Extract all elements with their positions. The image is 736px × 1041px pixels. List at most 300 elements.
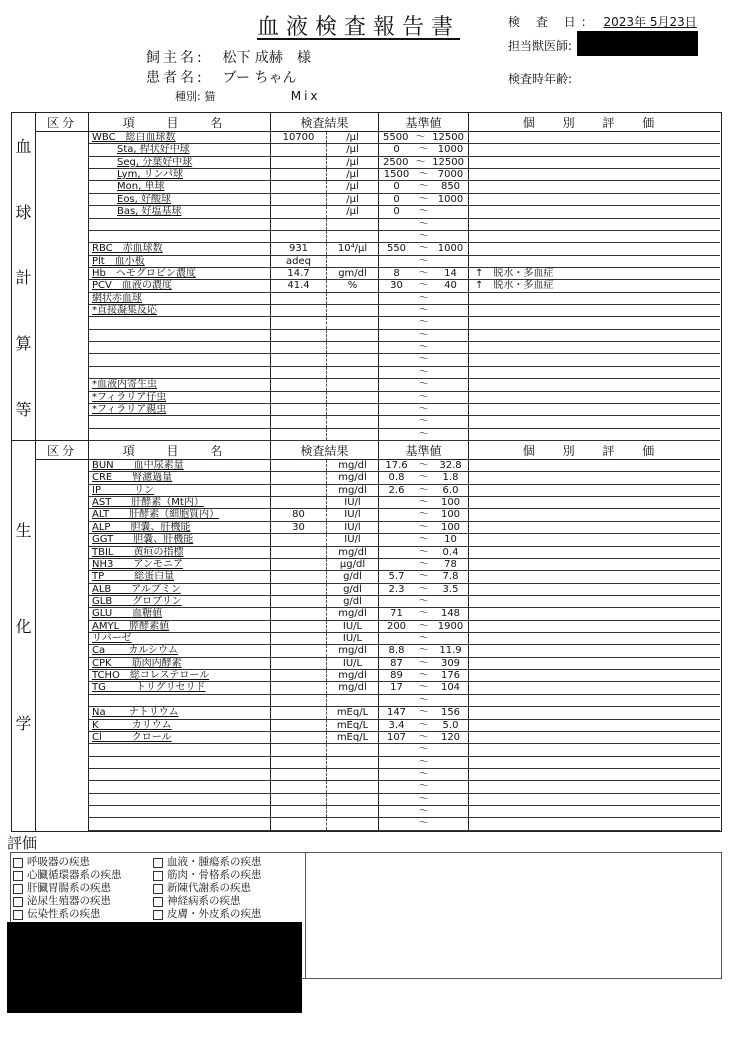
result-value[interactable] xyxy=(271,293,327,304)
results-table xyxy=(11,112,722,832)
result-unit: IU/L xyxy=(327,658,379,669)
result-unit: mg/dl xyxy=(327,460,379,471)
ref-high: 1000 xyxy=(437,144,464,156)
individual-evaluation[interactable] xyxy=(469,781,720,792)
ref-low: 550 xyxy=(386,243,407,255)
result-value[interactable] xyxy=(271,645,327,656)
ref-high xyxy=(437,305,464,316)
item-name: *直接凝集反応 xyxy=(89,305,271,316)
result-unit: /μl xyxy=(327,194,379,205)
ref-high xyxy=(437,256,464,267)
tilde: ～ xyxy=(418,806,429,818)
ref-high xyxy=(437,317,464,328)
individual-evaluation[interactable] xyxy=(469,658,720,669)
individual-evaluation[interactable] xyxy=(469,522,720,533)
individual-evaluation[interactable] xyxy=(469,416,720,427)
result-unit xyxy=(327,769,379,780)
section-label-char: 球 xyxy=(15,202,32,222)
blood-rows xyxy=(89,132,720,441)
ref-high: 32.8 xyxy=(439,460,462,471)
result-value[interactable]: 14.7 xyxy=(271,268,327,279)
result-unit xyxy=(327,794,379,805)
ref-low xyxy=(383,317,410,328)
checklist-item[interactable] xyxy=(153,895,262,908)
individual-evaluation[interactable] xyxy=(469,794,720,805)
checkbox-icon[interactable] xyxy=(153,897,163,907)
checklist-label: 筋肉・骨格系の疾患 xyxy=(167,869,262,881)
individual-evaluation[interactable] xyxy=(469,806,720,817)
individual-evaluation[interactable] xyxy=(469,256,720,267)
ref-high: 1000 xyxy=(437,243,464,255)
header-reference: 基準値 xyxy=(379,113,469,132)
tilde: ～ xyxy=(418,230,429,242)
table-row xyxy=(89,144,720,156)
individual-evaluation[interactable] xyxy=(469,392,720,403)
individual-evaluation[interactable] xyxy=(469,219,720,230)
tilde: ～ xyxy=(418,558,429,570)
result-value[interactable] xyxy=(271,305,327,316)
reference-range xyxy=(379,293,469,304)
checklist-item[interactable] xyxy=(13,869,122,882)
ref-high: 176 xyxy=(440,670,461,682)
vet-label: 担当獣医師: xyxy=(508,39,573,53)
table-row xyxy=(89,157,720,169)
result-value[interactable] xyxy=(271,707,327,718)
individual-evaluation[interactable] xyxy=(469,547,720,558)
result-value[interactable] xyxy=(271,769,327,780)
reference-range xyxy=(379,509,469,520)
individual-evaluation[interactable] xyxy=(469,707,720,718)
checklist-label: 泌尿生殖器の疾患 xyxy=(27,895,111,907)
individual-evaluation[interactable] xyxy=(469,633,720,644)
reference-range xyxy=(379,460,469,471)
individual-evaluation[interactable] xyxy=(469,571,720,582)
ref-low xyxy=(383,231,410,242)
ref-high xyxy=(437,379,464,390)
chemistry-section xyxy=(12,441,720,831)
result-value[interactable] xyxy=(271,497,327,508)
result-unit: IU/L xyxy=(327,621,379,632)
header-result: 検査結果 xyxy=(271,441,379,460)
individual-evaluation[interactable] xyxy=(469,460,720,471)
individual-evaluation[interactable] xyxy=(469,534,720,545)
result-value[interactable]: 10700 xyxy=(271,132,327,143)
individual-evaluation[interactable] xyxy=(469,293,720,304)
result-value[interactable] xyxy=(271,794,327,805)
result-value[interactable] xyxy=(271,392,327,403)
reference-range xyxy=(379,472,469,483)
individual-evaluation[interactable] xyxy=(469,317,720,328)
reference-range xyxy=(379,392,469,403)
result-unit: mg/dl xyxy=(327,485,379,496)
species-row xyxy=(175,88,321,104)
individual-evaluation[interactable] xyxy=(469,169,720,180)
individual-evaluation[interactable] xyxy=(469,645,720,656)
tilde: ～ xyxy=(418,280,429,292)
individual-evaluation[interactable] xyxy=(469,354,720,365)
tilde: ～ xyxy=(418,255,429,267)
result-value[interactable] xyxy=(271,633,327,644)
checklist-item[interactable] xyxy=(13,908,122,921)
reference-range xyxy=(379,794,469,805)
ref-low xyxy=(383,497,410,508)
result-value[interactable] xyxy=(271,354,327,365)
individual-evaluation[interactable] xyxy=(469,206,720,217)
checkbox-icon[interactable] xyxy=(13,858,23,868)
owner-row xyxy=(146,47,311,67)
blood-count-section xyxy=(12,113,720,441)
item-name: Eos, 好酸球 xyxy=(89,194,271,205)
checklist-label: 皮膚・外皮系の疾患 xyxy=(167,908,262,920)
individual-evaluation[interactable] xyxy=(469,429,720,440)
section-label-char: 算 xyxy=(15,334,32,354)
result-value[interactable] xyxy=(271,806,327,817)
result-value[interactable] xyxy=(271,744,327,755)
result-value[interactable] xyxy=(271,732,327,743)
ref-low xyxy=(383,330,410,341)
reference-range xyxy=(379,670,469,681)
reference-range xyxy=(379,596,469,607)
result-value[interactable] xyxy=(271,367,327,378)
item-name: Hb ヘモグロビン濃度 xyxy=(89,268,271,279)
blood-section-label xyxy=(12,113,36,441)
result-value[interactable] xyxy=(271,534,327,545)
result-unit: IU/l xyxy=(327,509,379,520)
tilde: ～ xyxy=(418,694,429,706)
ref-low: 0 xyxy=(393,144,400,156)
section-label-char: 化 xyxy=(15,617,32,637)
individual-evaluation[interactable] xyxy=(469,342,720,353)
result-value[interactable] xyxy=(271,818,327,829)
individual-evaluation[interactable] xyxy=(469,485,720,496)
ref-high: 14 xyxy=(444,267,457,279)
result-value[interactable] xyxy=(271,144,327,155)
result-unit: IU/l xyxy=(327,522,379,533)
tilde: ～ xyxy=(418,670,429,682)
reference-range xyxy=(379,818,469,829)
table-row xyxy=(89,633,720,645)
table-row xyxy=(89,379,720,391)
tilde: ～ xyxy=(418,719,429,731)
table-row xyxy=(89,720,720,732)
ref-high: 10 xyxy=(444,534,457,546)
individual-evaluation[interactable] xyxy=(469,144,720,155)
item-name xyxy=(89,818,271,829)
result-value[interactable] xyxy=(271,169,327,180)
ref-low: 5500 xyxy=(383,132,409,143)
result-unit: gm/dl xyxy=(327,268,379,279)
checkbox-icon[interactable] xyxy=(153,910,163,920)
ref-high: 100 xyxy=(440,497,461,509)
individual-evaluation[interactable] xyxy=(469,818,720,829)
individual-evaluation[interactable] xyxy=(469,769,720,780)
individual-evaluation[interactable] xyxy=(469,559,720,570)
evaluation-comment-area[interactable] xyxy=(307,853,721,978)
ref-low: 8 xyxy=(393,267,400,279)
tilde: ～ xyxy=(418,768,429,780)
ref-high xyxy=(437,744,464,755)
individual-evaluation[interactable] xyxy=(469,379,720,390)
result-value[interactable] xyxy=(271,157,327,168)
individual-evaluation[interactable] xyxy=(469,194,720,205)
table-row xyxy=(89,818,720,830)
table-row xyxy=(89,509,720,521)
ref-low xyxy=(383,806,410,817)
individual-evaluation[interactable] xyxy=(469,367,720,378)
ref-high: 1900 xyxy=(437,620,464,632)
ref-high xyxy=(437,633,464,644)
table-row xyxy=(89,559,720,571)
ref-low: 147 xyxy=(386,707,407,719)
checklist-item[interactable] xyxy=(153,856,262,869)
result-unit: IU/l xyxy=(327,497,379,508)
table-row xyxy=(89,305,720,317)
tilde: ～ xyxy=(418,218,429,230)
result-value[interactable] xyxy=(271,429,327,440)
individual-evaluation[interactable] xyxy=(469,670,720,681)
table-row xyxy=(89,392,720,404)
result-value[interactable] xyxy=(271,757,327,768)
tilde: ～ xyxy=(418,181,429,193)
checklist-label: 伝染性系の疾患 xyxy=(27,908,101,920)
item-name: TCHO 総コレステロール xyxy=(89,670,271,681)
checkbox-icon[interactable] xyxy=(153,871,163,881)
item-name xyxy=(89,781,271,792)
ref-low: 200 xyxy=(386,620,407,632)
ref-high xyxy=(437,695,464,706)
item-name xyxy=(89,757,271,768)
table-row xyxy=(89,522,720,534)
individual-evaluation[interactable] xyxy=(469,757,720,768)
result-value[interactable]: adeq xyxy=(271,256,327,267)
tilde: ～ xyxy=(418,682,429,694)
ref-low: 0.8 xyxy=(388,472,405,484)
owner-label: 飼主名: xyxy=(146,50,205,66)
tilde: ～ xyxy=(418,620,429,632)
individual-evaluation[interactable] xyxy=(469,509,720,520)
result-value[interactable]: 931 xyxy=(271,243,327,254)
ref-low xyxy=(383,305,410,316)
reference-range xyxy=(379,206,469,217)
individual-evaluation[interactable] xyxy=(469,330,720,341)
table-row xyxy=(89,658,720,670)
vet-row xyxy=(508,37,572,54)
result-unit xyxy=(327,744,379,755)
reference-range xyxy=(379,231,469,242)
tilde: ～ xyxy=(418,305,429,317)
result-value[interactable] xyxy=(271,608,327,619)
result-value[interactable] xyxy=(271,559,327,570)
result-value[interactable] xyxy=(271,485,327,496)
item-name: IP リン xyxy=(89,485,271,496)
species-value: 猫 xyxy=(204,90,216,103)
ref-low xyxy=(383,404,410,415)
ref-high: 1.8 xyxy=(442,472,459,484)
ref-low: 30 xyxy=(390,280,403,292)
result-value[interactable] xyxy=(271,547,327,558)
ref-low: 89 xyxy=(390,670,403,682)
tilde: ～ xyxy=(418,509,429,521)
tilde: ～ xyxy=(418,707,429,719)
checkbox-icon[interactable] xyxy=(13,884,23,894)
result-value[interactable] xyxy=(271,781,327,792)
table-row xyxy=(89,497,720,509)
reference-range xyxy=(379,404,469,415)
result-unit xyxy=(327,330,379,341)
item-name: GLB グロブリン xyxy=(89,596,271,607)
checkbox-icon[interactable] xyxy=(153,884,163,894)
checkbox-icon[interactable] xyxy=(13,910,23,920)
individual-evaluation[interactable] xyxy=(469,305,720,316)
reference-range xyxy=(379,559,469,570)
result-value[interactable] xyxy=(271,317,327,328)
individual-evaluation[interactable] xyxy=(469,744,720,755)
checkbox-icon[interactable] xyxy=(13,897,23,907)
result-value[interactable] xyxy=(271,342,327,353)
individual-evaluation[interactable] xyxy=(469,720,720,731)
result-unit xyxy=(327,231,379,242)
item-name: NH3 アンモニア xyxy=(89,559,271,570)
item-name xyxy=(89,806,271,817)
ref-low xyxy=(383,367,410,378)
result-value[interactable] xyxy=(271,670,327,681)
item-name xyxy=(89,695,271,706)
checkbox-icon[interactable] xyxy=(153,858,163,868)
individual-evaluation[interactable] xyxy=(469,608,720,619)
table-row xyxy=(89,534,720,546)
ref-high xyxy=(437,781,464,792)
reference-range xyxy=(379,354,469,365)
item-name: *フィラリア親虫 xyxy=(89,404,271,415)
item-name: ALT 肝酵素（細胞質内） xyxy=(89,509,271,520)
ref-low: 107 xyxy=(386,731,407,743)
result-unit: /μl xyxy=(327,132,379,143)
reference-range xyxy=(379,181,469,192)
individual-evaluation[interactable] xyxy=(469,157,720,168)
ref-low: 87 xyxy=(390,657,403,669)
result-value[interactable] xyxy=(271,621,327,632)
individual-evaluation[interactable] xyxy=(469,695,720,706)
result-value[interactable] xyxy=(271,330,327,341)
ref-low xyxy=(383,818,410,829)
checklist-item[interactable] xyxy=(153,882,262,895)
tilde: ～ xyxy=(418,416,429,428)
ref-high: 12500 xyxy=(432,156,464,168)
item-name: Cl クロール xyxy=(89,732,271,743)
individual-evaluation[interactable] xyxy=(469,682,720,693)
checklist-item[interactable] xyxy=(13,882,122,895)
table-row xyxy=(89,707,720,719)
result-value[interactable]: 80 xyxy=(271,509,327,520)
individual-evaluation[interactable] xyxy=(469,243,720,254)
result-value[interactable] xyxy=(271,460,327,471)
reference-range xyxy=(379,584,469,595)
individual-evaluation[interactable] xyxy=(469,404,720,415)
result-unit xyxy=(327,416,379,427)
item-name: Bas, 好塩基球 xyxy=(89,206,271,217)
age-label: 検査時年齢: xyxy=(508,72,573,86)
ref-high xyxy=(437,416,464,427)
item-name: *血液内寄生虫 xyxy=(89,379,271,390)
individual-evaluation[interactable] xyxy=(469,472,720,483)
checklist-item[interactable] xyxy=(153,908,262,921)
result-value[interactable] xyxy=(271,181,327,192)
tilde: ～ xyxy=(418,546,429,558)
ref-low xyxy=(383,794,410,805)
individual-evaluation[interactable] xyxy=(469,181,720,192)
checklist-label: 心臓循環器系の疾患 xyxy=(27,869,122,881)
result-value[interactable] xyxy=(271,231,327,242)
checklist-item[interactable] xyxy=(13,895,122,908)
result-value[interactable] xyxy=(271,379,327,390)
individual-evaluation[interactable] xyxy=(469,497,720,508)
result-value[interactable] xyxy=(271,720,327,731)
checklist-item[interactable] xyxy=(153,869,262,882)
exam-date-row xyxy=(508,13,697,30)
patient-value: ブー ちゃん xyxy=(222,70,297,86)
checklist-left xyxy=(13,856,122,921)
header-item: 項 目 名 xyxy=(89,113,271,132)
ref-low xyxy=(383,392,410,403)
result-value[interactable] xyxy=(271,571,327,582)
item-name xyxy=(89,231,271,242)
result-value[interactable] xyxy=(271,695,327,706)
ref-low xyxy=(383,256,410,267)
individual-evaluation[interactable] xyxy=(469,596,720,607)
chem-rows xyxy=(89,460,720,831)
section-label-char: 学 xyxy=(15,714,32,734)
section-label-char: 計 xyxy=(15,268,32,288)
table-row xyxy=(89,670,720,682)
result-value[interactable] xyxy=(271,194,327,205)
checklist-item[interactable] xyxy=(13,856,122,869)
checklist-label: 新陳代謝系の疾患 xyxy=(167,882,251,894)
ref-low: 71 xyxy=(390,608,403,620)
reference-range xyxy=(379,280,469,291)
result-value[interactable] xyxy=(271,584,327,595)
result-value[interactable]: 30 xyxy=(271,522,327,533)
ref-high xyxy=(437,794,464,805)
reference-range xyxy=(379,305,469,316)
result-value[interactable] xyxy=(271,219,327,230)
individual-evaluation[interactable]: ↑ 脱水・多血症 xyxy=(475,267,554,279)
result-value[interactable] xyxy=(271,416,327,427)
result-value[interactable] xyxy=(271,404,327,415)
checkbox-icon[interactable] xyxy=(13,871,23,881)
individual-evaluation[interactable] xyxy=(469,732,720,743)
ref-low: 3.4 xyxy=(388,719,405,731)
ref-high: 0.4 xyxy=(442,546,459,558)
ref-low xyxy=(383,781,410,792)
individual-evaluation[interactable] xyxy=(469,132,720,143)
individual-evaluation[interactable]: ↑ 脱水・多血症 xyxy=(475,280,554,292)
result-value[interactable]: 41.4 xyxy=(271,280,327,291)
result-value[interactable] xyxy=(271,206,327,217)
item-name: TBIL 黄疸の指標 xyxy=(89,547,271,558)
individual-evaluation[interactable] xyxy=(469,584,720,595)
ref-high: 100 xyxy=(440,509,461,521)
individual-evaluation[interactable] xyxy=(469,231,720,242)
individual-evaluation[interactable] xyxy=(469,621,720,632)
result-value[interactable] xyxy=(271,596,327,607)
ref-high: 1000 xyxy=(437,193,464,205)
result-value[interactable] xyxy=(271,658,327,669)
ref-low: 2500 xyxy=(383,156,409,168)
result-value[interactable] xyxy=(271,472,327,483)
item-name: WBC 総白血球数 xyxy=(89,132,271,143)
reference-range xyxy=(379,497,469,508)
result-value[interactable] xyxy=(271,682,327,693)
